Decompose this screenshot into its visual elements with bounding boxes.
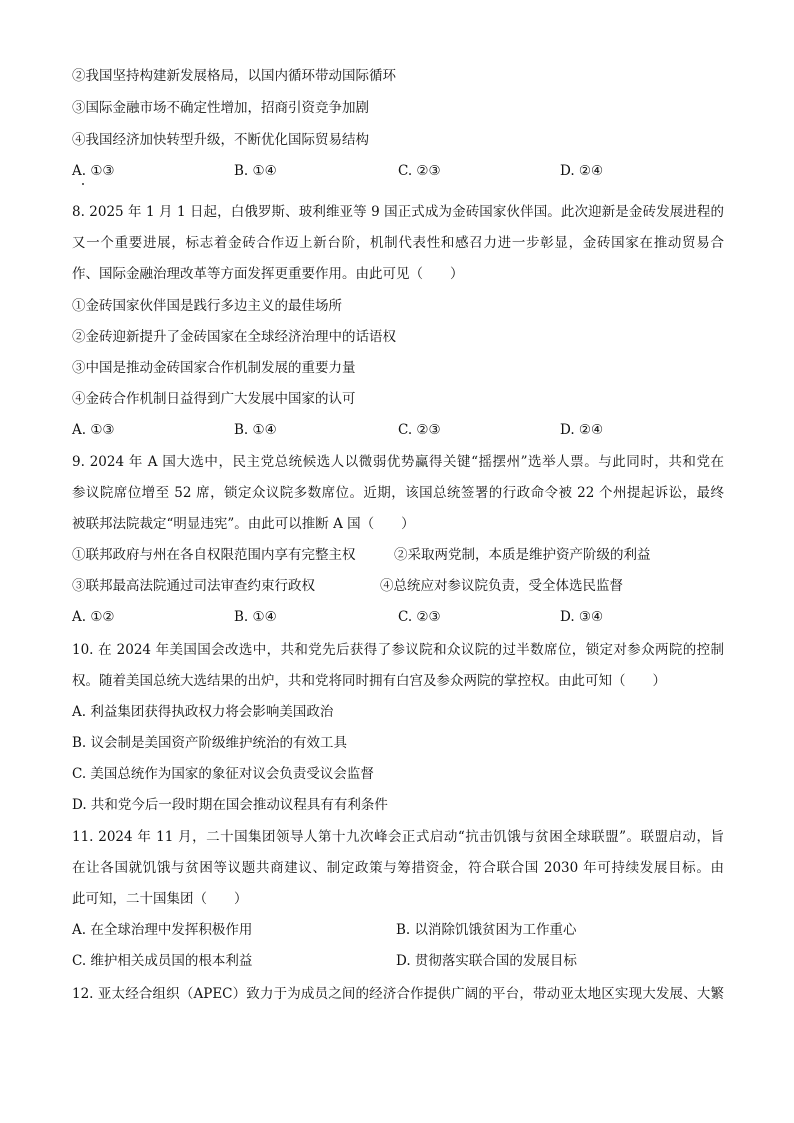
q9-statement-4: ④总统应对参议院负责，受全体选民监督 bbox=[380, 578, 623, 594]
q8-option-a: A. ①③ bbox=[72, 422, 115, 438]
q8-option-d: D. ②④ bbox=[560, 422, 604, 438]
q9-option-c: C. ②③ bbox=[398, 609, 441, 625]
q8-option-b: B. ①④ bbox=[234, 422, 277, 438]
q11-stem-line-2: 在让各国就饥饿与贫困等议题共商建议、制定政策与筹措资金，符合联合国 2030 年可持续发展目标。由 bbox=[72, 860, 724, 876]
q11-option-d: D. 贯彻落实联合国的发展目标 bbox=[396, 953, 577, 969]
q8-statement-3: ③中国是推动金砖国家合作机制发展的重要力量 bbox=[72, 360, 356, 376]
q7-option-b: B. ①④ bbox=[234, 163, 277, 179]
q9-stem-line-1: 9. 2024 年 A 国大选中，民主党总统候选人以微弱优势赢得关键“摇摆州”选举人票。与此同时，共和党在 bbox=[72, 454, 724, 470]
q8-stem-line-2: 又一个重要进展，标志着金砖合作迈上新台阶，机制代表性和感召力进一步彰显，金砖国家在推动贸易合 bbox=[72, 235, 724, 251]
q8-stem-line-1: 8. 2025 年 1 月 1 日起，白俄罗斯、玻利维亚等 9 国正式成为金砖国家伙伴国。此次迎新是金砖发展进程的 bbox=[72, 204, 724, 220]
q9-option-b: B. ①④ bbox=[234, 609, 277, 625]
q7-statement-2: ②我国坚持构建新发展格局，以国内循环带动国际循环 bbox=[72, 68, 396, 84]
q7-option-d: D. ②④ bbox=[560, 163, 604, 179]
q9-option-a: A. ①② bbox=[72, 609, 115, 625]
q11-stem-line-1: 11. 2024 年 11 月，二十国集团领导人第十九次峰会正式启动“抗击饥饿与贫困全球联盟”。联盟启动，旨 bbox=[72, 829, 724, 845]
q9-stem-line-3: 被联邦法院裁定“明显违宪”。由此可以推断 A 国（ ） bbox=[72, 516, 415, 532]
q10-option-b: B. 议会制是美国资产阶级维护统治的有效工具 bbox=[72, 735, 348, 751]
q8-statement-4: ④金砖合作机制日益得到广大发展中国家的认可 bbox=[72, 391, 356, 407]
q10-option-d: D. 共和党今后一段时期在国会推动议程具有有利条件 bbox=[72, 797, 388, 813]
q9-statement-2: ②采取两党制，本质是维护资产阶级的利益 bbox=[394, 547, 651, 563]
q10-option-a: A. 利益集团获得执政权力将会影响美国政治 bbox=[72, 704, 334, 720]
q11-option-a: A. 在全球治理中发挥积极作用 bbox=[72, 922, 253, 938]
q8-statement-1: ①金砖国家伙伴国是践行多边主义的最佳场所 bbox=[72, 298, 342, 314]
q11-stem-line-3: 此可知，二十国集团（ ） bbox=[72, 891, 248, 907]
q9-stem-line-2: 参议院席位增至 52 席，锁定众议院多数席位。近期，该国总统签署的行政命令被 22 个州提起诉讼，最终 bbox=[72, 485, 724, 501]
q7-statement-3: ③国际金融市场不确定性增加，招商引资竞争加剧 bbox=[72, 100, 369, 116]
q9-statement-1: ①联邦政府与州在各自权限范围内享有完整主权 bbox=[72, 547, 356, 563]
q10-stem-line-2: 权。随着美国总统大选结果的出炉，共和党将同时拥有白宫及参众两院的掌控权。由此可知（ ） bbox=[72, 673, 666, 689]
q8-option-c: C. ②③ bbox=[398, 422, 441, 438]
q7-option-c: C. ②③ bbox=[398, 163, 441, 179]
q8-stem-line-3: 作、国际金融治理改革等方面发挥更重要作用。由此可见（ ） bbox=[72, 266, 464, 282]
stray-mark bbox=[82, 183, 84, 185]
q10-option-c: C. 美国总统作为国家的象征对议会负责受议会监督 bbox=[72, 766, 374, 782]
q12-stem-line-1: 12. 亚太经合组织（APEC）致力于为成员之间的经济合作提供广阔的平台，带动亚太地区实现大发展、大繁 bbox=[72, 986, 724, 1002]
q11-option-c: C. 维护相关成员国的根本利益 bbox=[72, 953, 253, 969]
q9-option-d: D. ③④ bbox=[560, 609, 604, 625]
q10-stem-line-1: 10. 在 2024 年美国国会改选中，共和党先后获得了参议院和众议院的过半数席位，锁定对参众两院的控制 bbox=[72, 642, 724, 658]
q11-option-b: B. 以消除饥饿贫困为工作重心 bbox=[396, 922, 577, 938]
q7-statement-4: ④我国经济加快转型升级，不断优化国际贸易结构 bbox=[72, 132, 369, 148]
q8-statement-2: ②金砖迎新提升了金砖国家在全球经济治理中的话语权 bbox=[72, 329, 396, 345]
q7-option-a: A. ①③ bbox=[72, 163, 115, 179]
q9-statement-3: ③联邦最高法院通过司法审查约束行政权 bbox=[72, 578, 315, 594]
